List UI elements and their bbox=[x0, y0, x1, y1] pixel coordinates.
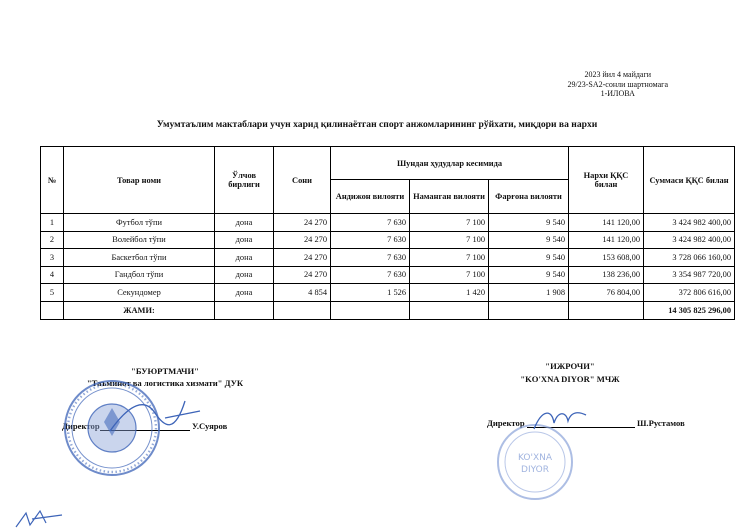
document-title: Умумтаълим мактаблари учун харид қилинаётган спорт анжомларининг рўйхати, миқдори ва нархи bbox=[156, 119, 598, 130]
row-namangan: 7 100 bbox=[410, 214, 489, 232]
row-product: Волейбол тўпи bbox=[64, 231, 215, 249]
row-andijan: 7 630 bbox=[331, 231, 410, 249]
header-qty: Сони bbox=[274, 147, 331, 214]
row-unit: дона bbox=[215, 231, 274, 249]
row-fergana: 9 540 bbox=[489, 214, 569, 232]
customer-director-label: Директор bbox=[62, 421, 100, 431]
row-namangan: 7 100 bbox=[410, 266, 489, 284]
header-date: 2023 йил 4 майдаги bbox=[584, 70, 652, 79]
bottom-signature-icon bbox=[12, 505, 72, 530]
svg-text:DIYOR: DIYOR bbox=[521, 465, 549, 475]
row-andijan: 1 526 bbox=[331, 284, 410, 302]
header-price: Нархи ҚҚС билан bbox=[569, 147, 644, 214]
row-total: 3 354 987 720,00 bbox=[644, 266, 735, 284]
row-namangan: 1 420 bbox=[410, 284, 489, 302]
row-num: 4 bbox=[41, 266, 64, 284]
total-value: 14 305 825 296,00 bbox=[644, 301, 735, 319]
row-num: 5 bbox=[41, 284, 64, 302]
row-qty: 24 270 bbox=[274, 266, 331, 284]
table-row bbox=[41, 249, 735, 267]
row-price: 153 608,00 bbox=[569, 249, 644, 267]
row-total: 3 728 066 160,00 bbox=[644, 249, 735, 267]
row-num: 3 bbox=[41, 249, 64, 267]
row-fergana: 9 540 bbox=[489, 266, 569, 284]
contractor-director-label: Директор bbox=[487, 418, 525, 428]
row-unit: дона bbox=[215, 284, 274, 302]
row-andijan: 7 630 bbox=[331, 214, 410, 232]
items-table bbox=[40, 146, 735, 320]
row-qty: 24 270 bbox=[274, 231, 331, 249]
header-regions-group: Шундан ҳудудлар кесимида bbox=[331, 147, 569, 180]
customer-signature-icon bbox=[105, 393, 205, 438]
row-namangan: 7 100 bbox=[410, 249, 489, 267]
header-num: № bbox=[41, 147, 64, 214]
table-row bbox=[41, 231, 735, 249]
row-andijan: 7 630 bbox=[331, 249, 410, 267]
row-product: Баскетбол тўпи bbox=[64, 249, 215, 267]
header-contract: 29/23-SA2-сонли шартномага bbox=[567, 79, 668, 89]
row-product: Гандбол тўпи bbox=[64, 266, 215, 284]
row-unit: дона bbox=[215, 266, 274, 284]
customer-org: "Таъминот ва логистика хизмати" ДУК bbox=[86, 378, 244, 388]
row-unit: дона bbox=[215, 214, 274, 232]
header-unit: Ўлчов бирлиги bbox=[215, 147, 274, 214]
row-num: 1 bbox=[41, 214, 64, 232]
contractor-signature-icon bbox=[530, 405, 590, 435]
table-row bbox=[41, 266, 735, 284]
document-header bbox=[567, 70, 668, 99]
row-product: Секундомер bbox=[64, 284, 215, 302]
row-fergana: 9 540 bbox=[489, 249, 569, 267]
row-product: Футбол тўпи bbox=[64, 214, 215, 232]
svg-text:KO'XNA: KO'XNA bbox=[517, 453, 553, 463]
customer-director-name: У.Суяров bbox=[192, 421, 228, 431]
header-fergana: Фарғона вилояти bbox=[489, 180, 569, 214]
header-annex: 1-ИЛОВА bbox=[600, 89, 635, 98]
header-total: Суммаси ҚҚС билан bbox=[644, 147, 735, 214]
row-fergana: 9 540 bbox=[489, 231, 569, 249]
row-qty: 4 854 bbox=[274, 284, 331, 302]
row-num: 2 bbox=[41, 231, 64, 249]
header-andijan: Андижон вилояти bbox=[331, 180, 410, 214]
row-andijan: 7 630 bbox=[331, 266, 410, 284]
customer-role: "БУЮРТМАЧИ" bbox=[131, 366, 199, 376]
row-qty: 24 270 bbox=[274, 214, 331, 232]
header-product: Товар номи bbox=[64, 147, 215, 214]
row-unit: дона bbox=[215, 249, 274, 267]
row-qty: 24 270 bbox=[274, 249, 331, 267]
row-total: 372 806 616,00 bbox=[644, 284, 735, 302]
total-row bbox=[41, 301, 735, 319]
table-row bbox=[41, 214, 735, 232]
contractor-role: "ИЖРОЧИ" bbox=[545, 361, 595, 371]
row-price: 138 236,00 bbox=[569, 266, 644, 284]
row-price: 76 804,00 bbox=[569, 284, 644, 302]
row-price: 141 120,00 bbox=[569, 231, 644, 249]
contractor-org: "KO'XNA DIYOR" МЧЖ bbox=[520, 374, 620, 384]
row-total: 3 424 982 400,00 bbox=[644, 231, 735, 249]
row-fergana: 1 908 bbox=[489, 284, 569, 302]
row-total: 3 424 982 400,00 bbox=[644, 214, 735, 232]
row-price: 141 120,00 bbox=[569, 214, 644, 232]
contractor-director-name: Ш.Рустамов bbox=[637, 418, 685, 428]
row-namangan: 7 100 bbox=[410, 231, 489, 249]
total-label: ЖАМИ: bbox=[64, 301, 215, 319]
table-row bbox=[41, 284, 735, 302]
header-namangan: Наманган вилояти bbox=[410, 180, 489, 214]
